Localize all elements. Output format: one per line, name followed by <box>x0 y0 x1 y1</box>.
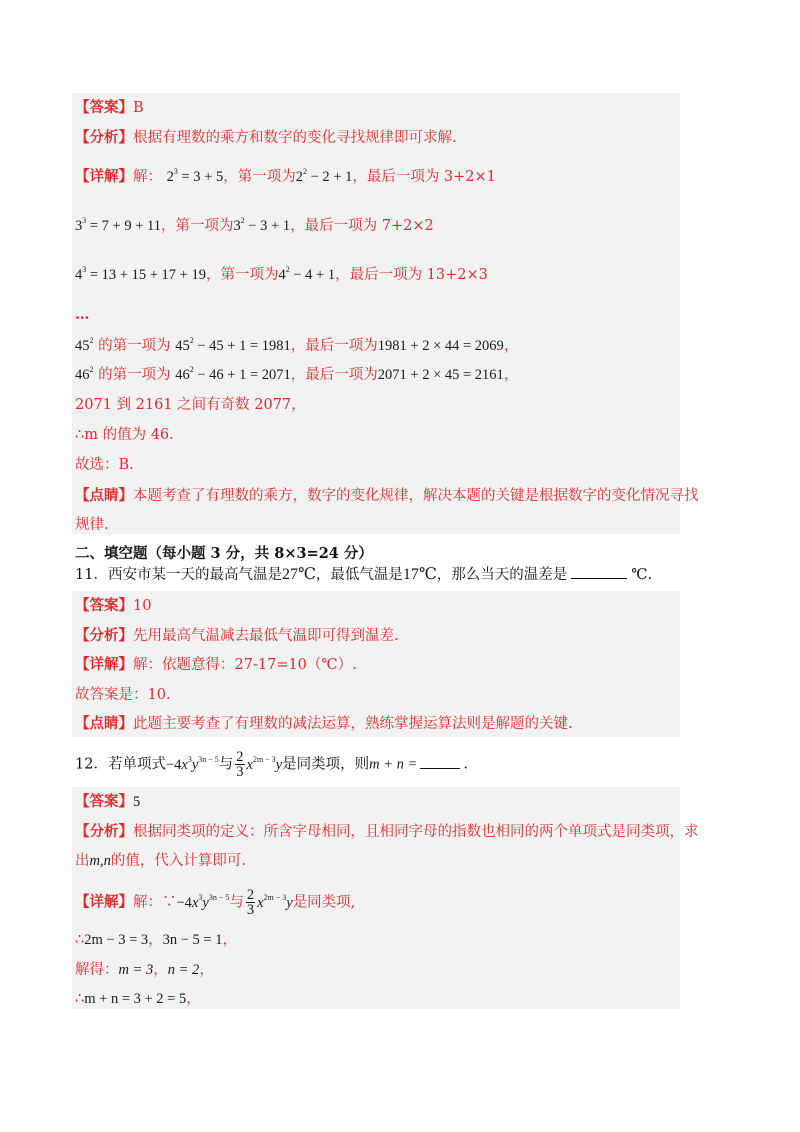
q11-answer-line <box>75 597 151 615</box>
answer-value: 5 <box>133 794 141 810</box>
q10-detail-line-7: 2071 到 2161 之间有奇数 2077， <box>75 397 306 413</box>
detail-text: 与 <box>229 894 244 911</box>
high-temp: 27℃ <box>281 566 316 583</box>
last-term-calc: 2071 + 2 × 45 = 2161 <box>377 367 504 383</box>
base-term: $45^2$ <box>75 336 94 354</box>
result: n = 2 <box>167 962 200 978</box>
answer-label: 【答案】 <box>75 793 133 810</box>
stem-text: ，那么当天的温差是 <box>436 567 568 583</box>
answer-blank <box>420 768 460 769</box>
text: 的第一项为 <box>93 338 176 354</box>
answer-blank <box>571 578 627 579</box>
analysis-text: 根据同类项的定义：所含字母相同，且相同字母的指数也相同的两个单项式是同类项，求 <box>133 824 699 840</box>
equation: m + n = 3 + 2 = 5 <box>84 991 187 1007</box>
q12-step-2 <box>75 961 214 979</box>
q10-comment-line-1 <box>75 487 699 505</box>
result: m = 3 <box>118 962 154 978</box>
analysis-text: 先用最高气温减去最低气温即可得到温差. <box>133 628 399 644</box>
q10-solution-block <box>72 93 680 534</box>
text: ， <box>503 338 519 354</box>
monomial-1: $-4x^3y^{3n - 5}$ <box>165 754 219 773</box>
detail-text: 是同类项, <box>292 894 356 911</box>
analysis-text: 出 <box>75 853 90 869</box>
q12-analysis-line-1 <box>75 823 699 841</box>
therefore-symbol: ∴ <box>75 991 85 1007</box>
first-term-calc: $45^2 - 45 + 1 = 1981$ <box>175 336 291 354</box>
detail-text: 解：∵ <box>133 894 177 911</box>
answer-label: 【答案】 <box>75 597 133 614</box>
q10-detail-line-9: 故选：B. <box>75 457 134 473</box>
step-text: 解得： <box>75 962 119 978</box>
q12-answer-line <box>75 793 140 811</box>
separator: ， <box>199 962 214 978</box>
first-term-expression: $2^2 - 2 + 1$ <box>295 167 353 185</box>
monomial-1: $-4x^3y^{3n - 5}$ <box>176 892 230 911</box>
analysis-label: 【分析】 <box>75 627 133 644</box>
q10-analysis-line <box>75 129 457 147</box>
text: ，第一项为 <box>205 267 279 283</box>
q11-stem <box>75 566 652 584</box>
text: ，最后一项为 13+2×3 <box>335 267 488 283</box>
comment-text: 此题主要考查了有理数的减法运算，熟练掌握运算法则是解题的关键. <box>133 716 573 732</box>
q10-detail-line-3 <box>75 266 488 284</box>
text: ，第一项为 <box>223 169 296 185</box>
low-temp: 17℃ <box>402 566 437 583</box>
monomial-2: $x^{2m - 3}y$ <box>257 892 293 911</box>
section-heading: 二、填空题（每小题 3 分，共 8×3=24 分） <box>75 545 373 562</box>
base-term: $46^2$ <box>75 365 94 383</box>
comment-label: 【点睛】 <box>75 715 133 732</box>
separator: ， <box>186 991 201 1007</box>
q10-detail-line-8: ∴m 的值为 46. <box>75 427 174 443</box>
stem-text: 12．若单项式 <box>75 756 166 773</box>
stem-text: 11．西安市某一天的最高气温是 <box>75 567 282 583</box>
q10-ellipsis: … <box>75 306 90 323</box>
first-term-expression: $3^2 - 3 + 1$ <box>233 216 291 234</box>
q10-detail-line-2 <box>75 217 434 235</box>
comment-label: 【点睛】 <box>75 487 133 504</box>
q11-conclusion: 故答案是：10. <box>75 687 171 703</box>
equation: $2^3 = 3 + 5$ <box>166 167 224 185</box>
text: ，最后一项为 <box>290 338 378 354</box>
stem-text: . <box>463 756 468 773</box>
separator: ， <box>153 962 168 978</box>
unit-text: ℃. <box>631 567 653 583</box>
text: ，最后一项为 7+2×2 <box>290 218 434 234</box>
first-term-expression: $4^2 - 4 + 1$ <box>278 265 336 283</box>
answer-value: B <box>133 100 144 116</box>
equation: 2m − 3 = 3 <box>84 932 149 948</box>
q10-answer-line <box>75 99 144 117</box>
separator: ， <box>222 932 237 948</box>
text: ，最后一项为 3+2×1 <box>352 169 496 185</box>
answer-label: 【答案】 <box>75 99 133 116</box>
q12-detail-line <box>75 888 355 917</box>
text: ，第一项为 <box>161 218 234 234</box>
equation: $3^3 = 7 + 9 + 11$ <box>75 216 161 234</box>
q10-detail-line-5 <box>75 337 518 355</box>
q12-step-1 <box>75 931 237 949</box>
stem-text: 是同类项，则 <box>282 756 370 773</box>
last-term-calc: 1981 + 2 × 44 = 2069 <box>377 338 504 354</box>
q12-stem <box>75 750 468 779</box>
text: ，最后一项为 <box>290 367 378 383</box>
detail-label: 【详解】 <box>75 893 133 911</box>
fraction: $\frac{2}{3}$ <box>246 887 255 918</box>
detail-label: 【详解】 <box>75 168 133 185</box>
monomial-2: $x^{2m - 3}y$ <box>246 754 283 773</box>
q10-detail-line-6 <box>75 366 518 384</box>
comment-text: 本题考查了有理数的乘方，数字的变化规律，解决本题的关键是根据数字的变化情况寻找 <box>133 488 699 504</box>
first-term-calc: $46^2 - 46 + 1 = 2071$ <box>175 365 291 383</box>
answer-value: 10 <box>133 598 152 614</box>
analysis-text: 的值，代入计算即可. <box>110 853 246 869</box>
analysis-text: 根据有理数的乘方和数字的变化寻找规律即可求解. <box>133 130 457 146</box>
text: 的第一项为 <box>93 367 176 383</box>
fraction: $\frac{2}{3}$ <box>236 749 244 780</box>
q12-analysis-line-2 <box>75 852 246 870</box>
q11-comment-line <box>75 715 573 733</box>
q11-analysis-line <box>75 627 399 645</box>
detail-prefix: 解： <box>133 169 162 185</box>
q11-detail-line <box>75 656 357 674</box>
q10-detail-line-1 <box>75 168 496 186</box>
text: ， <box>503 367 519 383</box>
equation: $4^3 = 13 + 15 + 17 + 19$ <box>75 265 206 283</box>
analysis-label: 【分析】 <box>75 129 133 146</box>
detail-text: 解：依题意得：27-17=10（℃）. <box>133 657 357 673</box>
sum-expression: m + n = <box>369 756 418 773</box>
q10-comment-line-2: 规律. <box>75 517 109 533</box>
equation: 3n − 5 = 1 <box>162 932 223 948</box>
therefore-symbol: ∴ <box>75 932 85 948</box>
stem-text: ，最低气温是 <box>315 567 403 583</box>
q12-step-3 <box>75 990 201 1008</box>
analysis-label: 【分析】 <box>75 823 133 840</box>
separator: ， <box>148 932 163 948</box>
detail-label: 【详解】 <box>75 656 133 673</box>
variables: m,n <box>89 853 111 869</box>
stem-text: 与 <box>218 756 234 773</box>
